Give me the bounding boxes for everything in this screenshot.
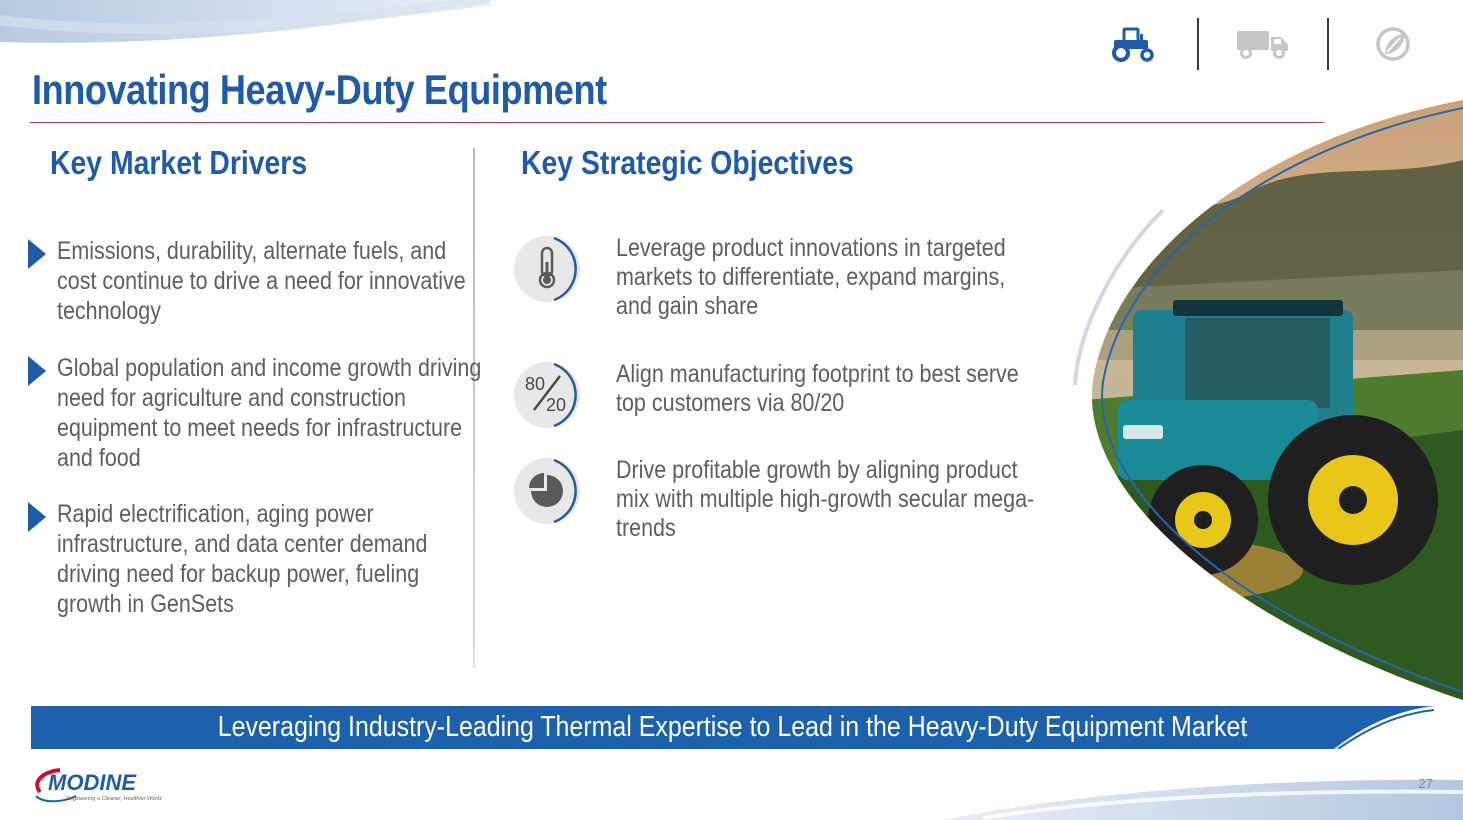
driver-item xyxy=(28,499,468,619)
tractor-icon xyxy=(1103,19,1163,69)
arrow-bullet-icon xyxy=(28,239,46,269)
logo-tagline: Engineering a Cleaner, Healthier World xyxy=(66,796,162,802)
driver-text: Emissions, durability, alternate fuels, and cost continue to drive a need for innovative technology xyxy=(57,237,466,325)
objective-text: Align manufacturing footprint to best serve top customers via 80/20 xyxy=(616,360,1019,417)
top-swoosh-decoration xyxy=(0,0,520,60)
80-20-icon-bottom: 20 xyxy=(546,395,567,415)
page-number: 27 xyxy=(1418,776,1433,791)
strategic-objectives-heading: Key Strategic Objectives xyxy=(521,144,854,181)
driver-text: Global population and income growth driving need for agriculture and construction equipment to meet needs for infrastructure and food xyxy=(57,354,482,472)
tractor-photo xyxy=(1023,100,1463,700)
icon-separator xyxy=(1197,18,1199,70)
truck-icon xyxy=(1233,19,1293,69)
driver-text: Rapid electrification, aging power infrastructure, and data center demand driving need for backup power, fueling growth in GenSets xyxy=(57,500,428,618)
bottom-swoosh-decoration xyxy=(943,760,1463,820)
arrow-bullet-icon xyxy=(28,502,46,532)
thermometer-icon xyxy=(512,234,582,304)
banner-text: Leveraging Industry-Leading Thermal Expertise to Lead in the Heavy-Duty Equipment Market xyxy=(217,711,1248,743)
segment-icons xyxy=(1103,18,1423,70)
pie-chart-icon xyxy=(512,456,582,526)
banner-swoosh-decoration xyxy=(1334,706,1434,749)
modine-logo xyxy=(30,764,180,811)
logo-name: MODINE xyxy=(48,770,136,795)
80-20-icon xyxy=(512,360,582,430)
icon-separator xyxy=(1327,18,1329,70)
arrow-bullet-icon xyxy=(28,356,46,386)
leaf-globe-icon xyxy=(1363,19,1423,69)
driver-item xyxy=(28,236,468,326)
80-20-icon-top: 80 xyxy=(525,374,546,394)
market-drivers-heading: Key Market Drivers xyxy=(50,144,308,181)
summary-banner xyxy=(31,706,1434,749)
driver-item xyxy=(28,353,482,473)
objective-text: Leverage product innovations in targeted markets to differentiate, expand margins, and gain share xyxy=(616,234,1006,320)
page-title: Innovating Heavy-Duty Equipment xyxy=(32,66,607,113)
objective-text: Drive profitable growth by aligning product mix with multiple high-growth secular mega-trends xyxy=(616,456,1035,542)
